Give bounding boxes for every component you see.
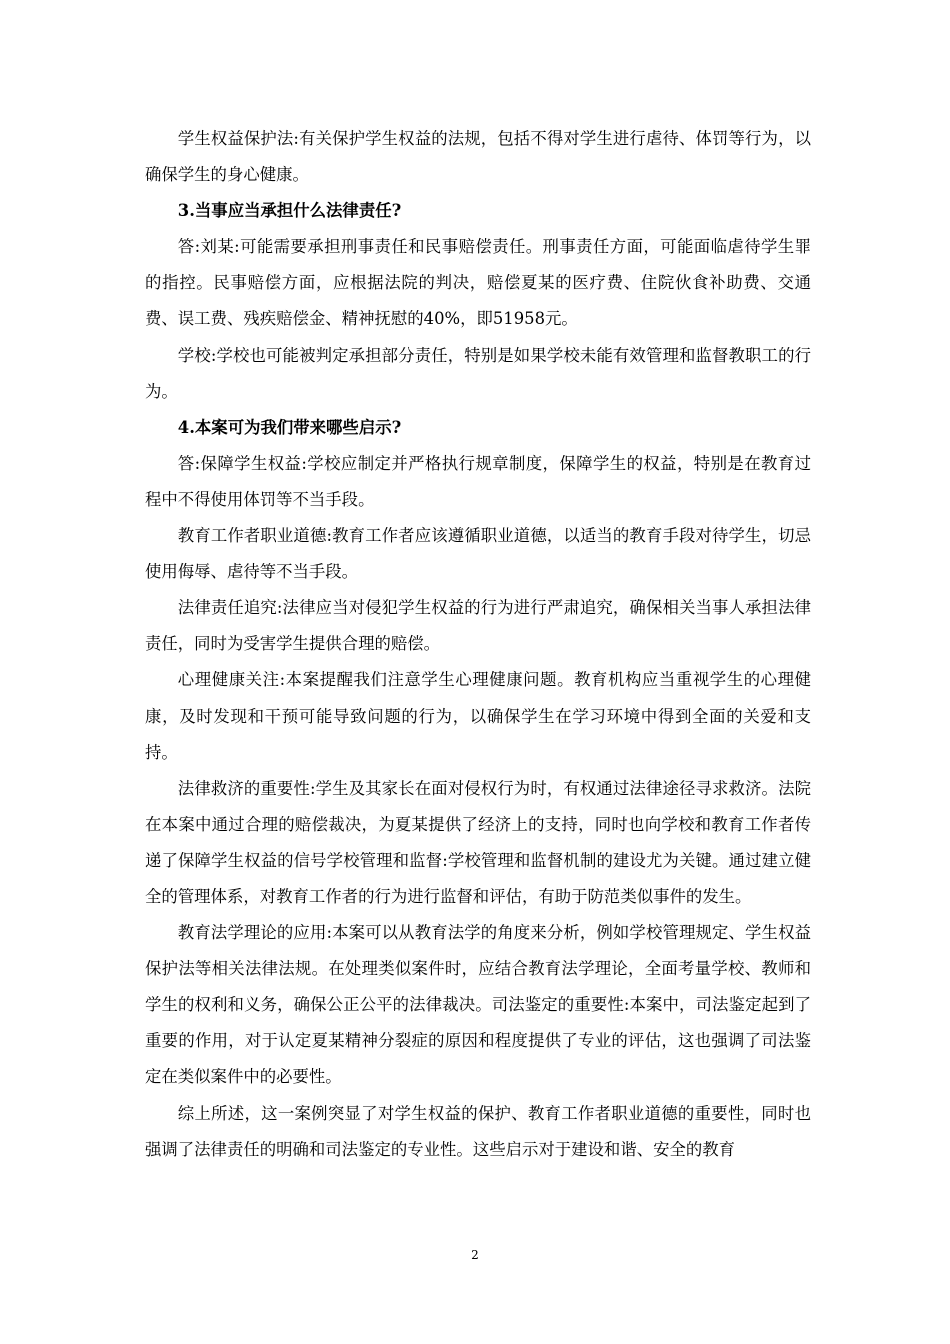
paragraph-education-law-theory: 教育法学理论的应用:本案可以从教育法学的角度来分析，例如学校管理规定、学生权益保护法等相关法律法规。在处理类似案件时，应结合教育法学理论，全面考量学校、教师和学生的权利和义务，确保公正公平的法律裁决。司法鉴定的重要性:本案中，司法鉴定起到了重要的作用，对于认定夏某精神分裂症的原因和程度提供了专业的评估，这也强调了司法鉴定在类似案件中的必要性。 [145,923,811,1087]
paragraph-protect-rights: 答:保障学生权益:学校应制定并严格执行规章制度，保障学生的权益，特别是在教育过程中不得使用体罚等不当手段。 [145,453,811,509]
paragraph-mental-health: 心理健康关注:本案提醒我们注意学生心理健康问题。教育机构应当重视学生的心理健康，及时发现和干预可能导致问题的行为，以确保学生在学习环境中得到全面的关爱和支持。 [145,670,811,762]
page-body [145,121,811,1168]
paragraph-student-rights-law: 学生权益保护法:有关保护学生权益的法规，包括不得对学生进行虐待、体罚等行为，以确保学生的身心健康。 [145,129,811,185]
paragraph-conclusion: 综上所述，这一案例突显了对学生权益的保护、教育工作者职业道德的重要性，同时也强调了法律责任的明确和司法鉴定的专业性。这些启示对于建设和谐、安全的教育 [145,1103,811,1159]
paragraph-professional-ethics: 教育工作者职业道德:教育工作者应该遵循职业道德，以适当的教育手段对待学生，切忌使用侮辱、虐待等不当手段。 [145,526,811,582]
paragraph-legal-accountability: 法律责任追究:法律应当对侵犯学生权益的行为进行严肃追究，确保相关当事人承担法律责任，同时为受害学生提供合理的赔偿。 [145,598,811,654]
question-heading-3: 3.当事应当承担什么法律责任? [177,201,402,221]
question-heading-4: 4.本案可为我们带来哪些启示? [177,417,402,437]
page-number: 2 [471,1248,479,1262]
paragraph-school-liability: 学校:学校也可能被判定承担部分责任，特别是如果学校未能有效管理和监督教职工的行为。 [145,345,811,401]
paragraph-legal-remedy: 法律救济的重要性:学生及其家长在面对侵权行为时，有权通过法律途径寻求救济。法院在本案中通过合理的赔偿裁决，为夏某提供了经济上的支持，同时也向学校和教育工作者传递了保障学生权益的信号学校管理和监督:学校管理和监督机制的建设尤为关键。通过建立健全的管理体系，对教育工作者的行为进行监督和评估，有助于防范类似事件的发生。 [145,778,811,906]
paragraph-liu-liability: 答:刘某:可能需要承担刑事责任和民事赔偿责任。刑事责任方面，可能面临虐待学生罪的指控。民事赔偿方面，应根据法院的判决，赔偿夏某的医疗费、住院伙食补助费、交通费、误工费、残疾赔偿金、精神抚慰的40%，即51958元。 [145,237,811,329]
